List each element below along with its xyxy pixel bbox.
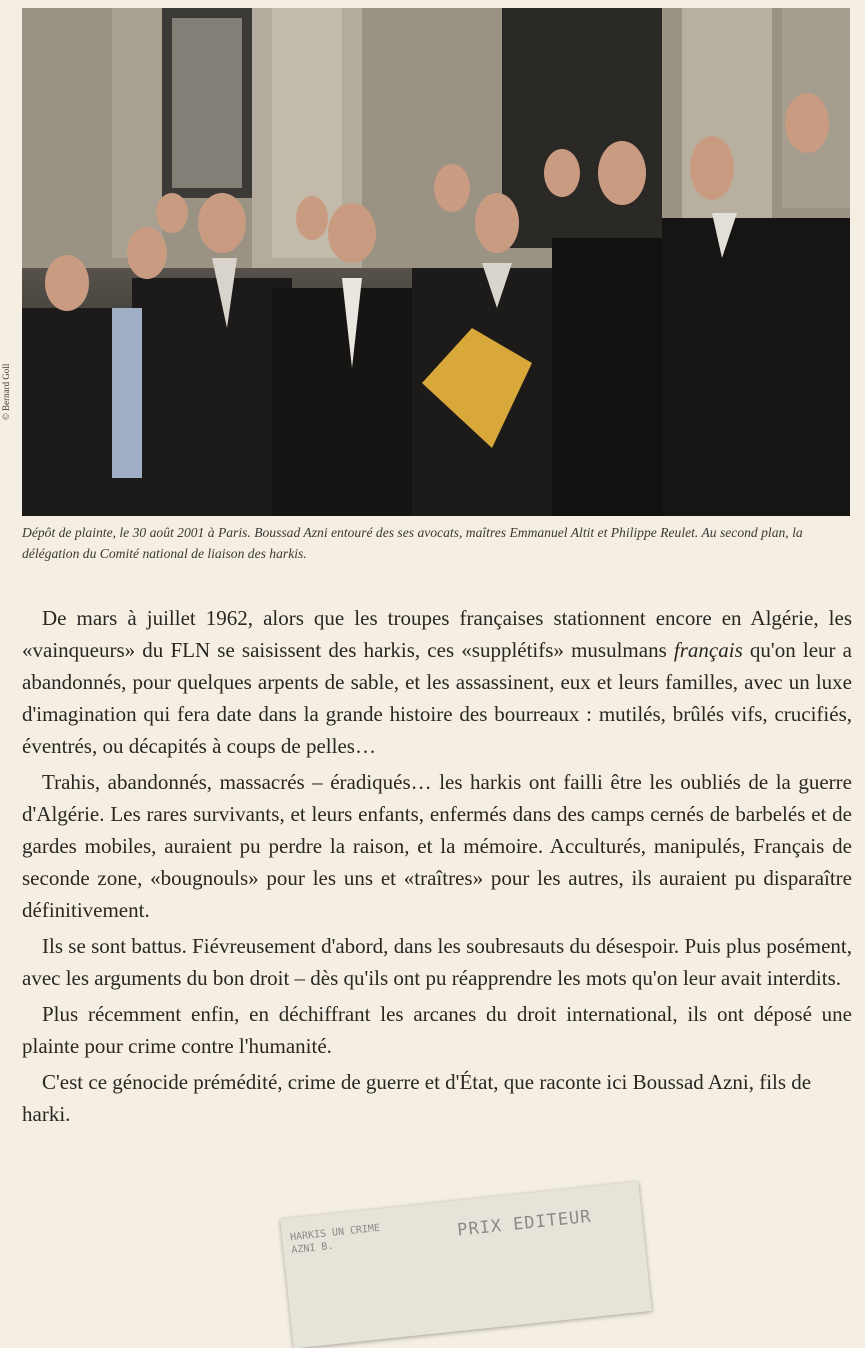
paragraph-1-part-1: De mars à juillet 1962, alors que les troupes françaises stationnent encore en Algérie, les «vainqueurs» du FLN se saisissent des harkis, ces «supplétifs» musulmans [22,606,852,662]
sticker-price-label: PRIX EDITEUR [456,1206,593,1241]
photo-caption: Dépôt de plainte, le 30 août 2001 à Paris. Boussad Azni entouré des ses avocats, maîtres Emmanuel Altit et Philippe Reulet. Au second plan, la délégation du Comité national de liaison des harkis. [22,525,803,561]
photo-illustration [22,8,850,516]
paragraph-4: Plus récemment enfin, en déchiffrant les arcanes du droit international, ils ont déposé une plainte pour crime contre l'humanité. [22,1002,852,1058]
paragraph-1 [22,602,852,762]
paragraph-2: Trahis, abandonnés, massacrés – éradiqués… les harkis ont failli être les oubliés de la guerre d'Algérie. Les rares survivants, et leurs enfants, enfermés dans des camps cernés de barbelés et de gardes mobiles, auraient pu perdre la raison, et la mémoire. Acculturés, manipulés, Français de seconde zone, «bougnouls» pour les uns et «traîtres» pour les autres, ils auraient pu disparaître définitivement. [22,770,852,922]
paragraph-1-part-2: qu'on leur a abandonnés, pour quelques arpents de sable, et les assassinent, eux et leurs familles, avec un luxe d'imagination qui fera date dans la grande histoire des bourreaux : mutilés, brûlés vifs, crucifiés, éventrés, ou décapités à coups de pelles… [22,638,852,758]
cover-photo [22,8,850,516]
paragraph-3: Ils se sont battus. Fiévreusement d'abord, dans les soubresauts du désespoir. Puis plus posément, avec les arguments du bon droit – dès qu'ils ont pu réapprendre les mots qu'on leur avait interdits. [22,934,852,990]
sticker-author: AZNI B. [290,1240,335,1257]
sticker-title: HARKIS UN CRIME [289,1222,381,1244]
price-sticker [280,1182,652,1348]
paragraph-5: C'est ce génocide prémédité, crime de guerre et d'État, que raconte ici Boussad Azni, fils de harki. [22,1070,812,1126]
paragraph-1-italic: français [673,638,743,662]
photo-credit: © Bernard Goll [1,363,11,420]
body-text [22,602,852,1134]
photo-credit-area [0,0,20,520]
